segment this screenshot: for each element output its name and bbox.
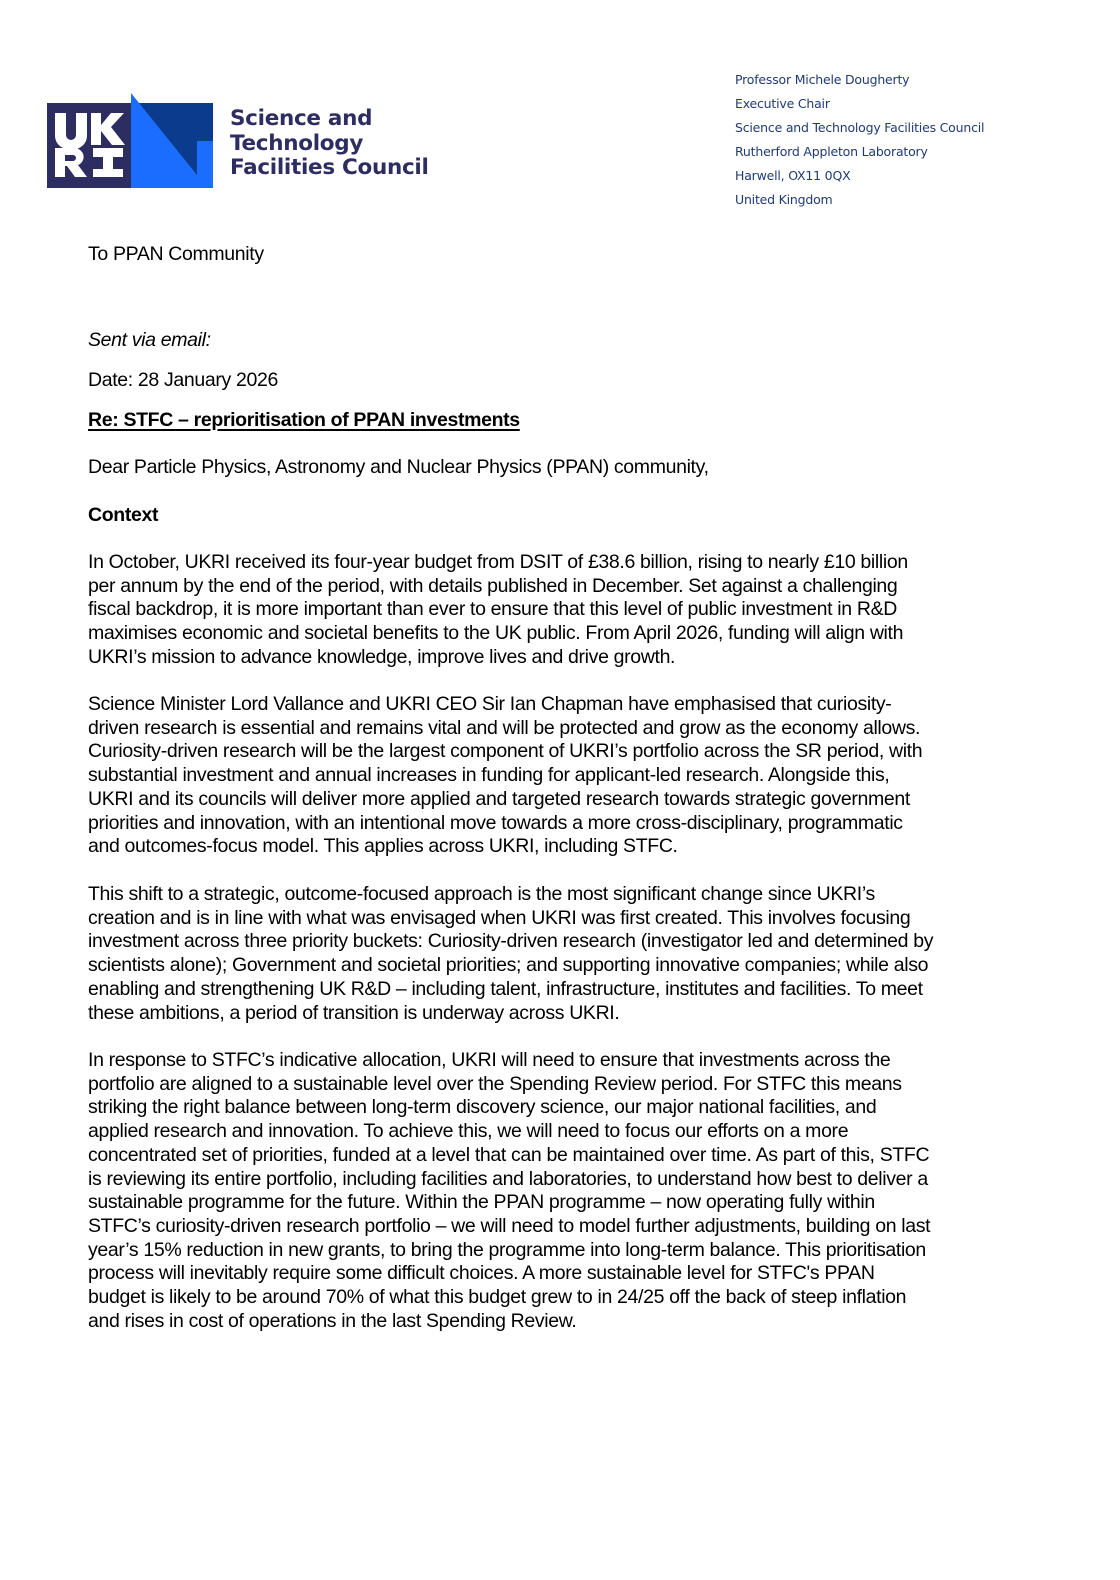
sender-title: Executive Chair: [735, 96, 830, 111]
body-paragraph-3: [88, 883, 933, 1025]
body-paragraph-4: [88, 1049, 930, 1333]
paragraph-line: In October, UKRI received its four-year budget from DSIT of £38.6 billion, rising to nearly £10 billion: [88, 551, 908, 573]
sender-country: United Kingdom: [735, 192, 833, 207]
sender-town-postcode: Harwell, OX11 0QX: [735, 168, 851, 183]
sender-site: Rutherford Appleton Laboratory: [735, 144, 928, 159]
logo-org-name-line-1: Science and: [230, 106, 373, 131]
paragraph-line: process will inevitably require some difficult choices. A more sustainable level for STFC's PPAN: [88, 1262, 875, 1285]
paragraph-line: striking the right balance between long-term discovery science, our major national facilities, and: [88, 1096, 877, 1119]
salutation: Dear Particle Physics, Astronomy and Nuclear Physics (PPAN) community,: [88, 456, 709, 478]
logo-org-name: [230, 107, 429, 181]
paragraph-line: concentrated set of priorities, funded at a level that can be maintained over time. As part of this, STFC: [88, 1143, 930, 1166]
paragraph-line: applied research and innovation. To achieve this, we will need to focus our efforts on a more: [88, 1120, 849, 1143]
paragraph-line: enabling and strengthening UK R&D – including talent, infrastructure, institutes and facilities. To meet: [88, 977, 923, 1000]
paragraph-line: budget is likely to be around 70% of what this budget grew to in 24/25 off the back of steep inflation: [88, 1286, 907, 1309]
paragraph-line: portfolio are aligned to a sustainable level over the Spending Review period. For STFC this means: [88, 1072, 902, 1095]
paragraph-line: In response to STFC’s indicative allocation, UKRI will need to ensure that investments across the: [88, 1049, 891, 1071]
paragraph-line: substantial investment and annual increases in funding for applicant-led research. Alongside this,: [88, 764, 890, 787]
paragraph-line: these ambitions, a period of transition is underway across UKRI.: [88, 1001, 620, 1024]
paragraph-line: STFC’s curiosity-driven research portfolio – we will need to model further adjustments, building on last: [88, 1214, 931, 1237]
paragraph-line: fiscal backdrop, it is more important than ever to ensure that this level of public investment in R&D: [88, 598, 897, 621]
paragraph-line: maximises economic and societal benefits to the UK public. From April 2026, funding will align with: [88, 622, 904, 645]
paragraph-line: creation and is in line with what was envisaged when UKRI was first created. This involves focusing: [88, 906, 911, 929]
ukri-stfc-logo: [47, 93, 429, 188]
paragraph-line: investment across three priority buckets: Curiosity-driven research (investigator led and determined by: [88, 930, 934, 953]
body-paragraph-1: [88, 551, 908, 670]
sender-name: Professor Michele Dougherty: [735, 72, 910, 87]
logo-org-name-line-2: Technology: [230, 130, 364, 156]
paragraph-line: per annum by the end of the period, with details published in December. Set against a challenging: [88, 574, 898, 597]
paragraph-line: Curiosity-driven research will be the largest component of UKRI’s portfolio across the SR period, with: [88, 740, 923, 763]
paragraph-line: sustainable programme for the future. Within the PPAN programme – now operating fully within: [88, 1191, 875, 1214]
body-paragraph-2: [88, 693, 922, 859]
paragraph-line: UKRI’s mission to advance knowledge, improve lives and drive growth.: [88, 645, 676, 668]
recipient-line: To PPAN Community: [88, 243, 264, 265]
date-line: Date: 28 January 2026: [88, 369, 278, 391]
paragraph-line: is reviewing its entire portfolio, including facilities and laboratories, to understand how best to deliver a: [88, 1167, 928, 1190]
paragraph-line: This shift to a strategic, outcome-focused approach is the most significant change since UKRI’s: [88, 883, 875, 905]
paragraph-line: year’s 15% reduction in new grants, to bring the programme into long-term balance. This prioritisation: [88, 1238, 926, 1261]
paragraph-line: Science Minister Lord Vallance and UKRI CEO Sir Ian Chapman have emphasised that curiosity-: [88, 693, 892, 715]
subject-line: Re: STFC – reprioritisation of PPAN investments: [88, 409, 520, 431]
paragraph-line: and rises in cost of operations in the last Spending Review.: [88, 1309, 577, 1332]
paragraph-line: and outcomes-focus model. This applies across UKRI, including STFC.: [88, 835, 678, 858]
section-heading-context: Context: [88, 504, 159, 526]
paragraph-line: driven research is essential and remains vital and will be protected and grow as the economy allows.: [88, 716, 921, 739]
sender-organisation: Science and Technology Facilities Council: [735, 120, 985, 135]
paragraph-line: scientists alone); Government and societal priorities; and supporting innovative companies; while also: [88, 954, 929, 977]
sent-via-line: Sent via email:: [88, 329, 211, 351]
sender-address-block: [735, 68, 984, 212]
logo-org-name-line-3: Facilities Council: [230, 155, 429, 180]
ukri-logo-mark-icon: [47, 93, 217, 188]
paragraph-line: UKRI and its councils will deliver more applied and targeted research towards strategic government: [88, 787, 910, 810]
paragraph-line: priorities and innovation, with an intentional move towards a more cross-disciplinary, programmatic: [88, 811, 903, 834]
